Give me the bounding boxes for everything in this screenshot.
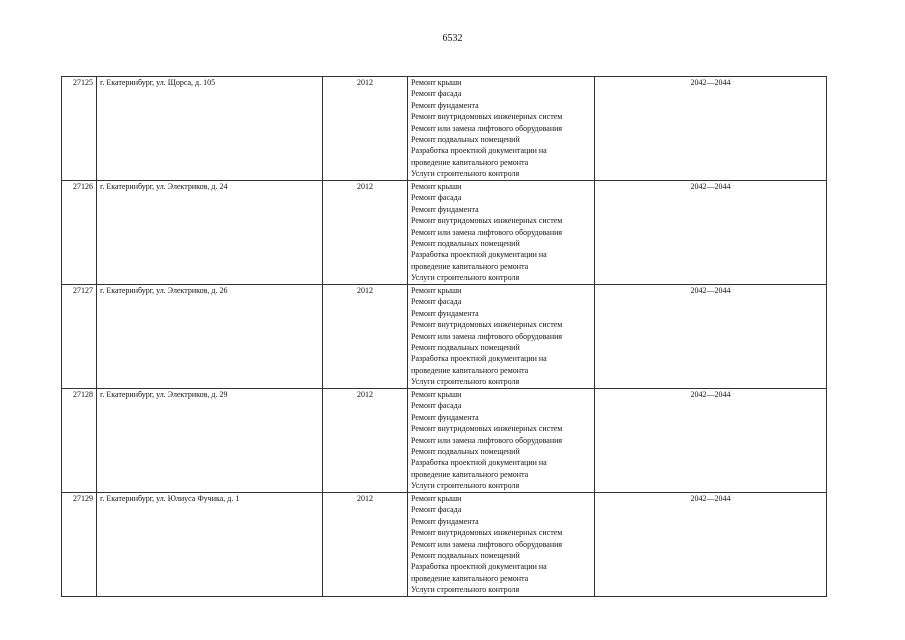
work-item: Ремонт или замена лифтового оборудования <box>411 123 563 133</box>
work-item: Ремонт внутридомовых инженерных систем <box>411 528 563 538</box>
row-address: г. Екатеринбург, ул. Электриков, д. 24 <box>97 181 323 285</box>
work-item: Ремонт подвальных помещений <box>411 135 520 145</box>
row-year: 2012 <box>323 77 408 181</box>
work-item: Разработка проектной документации на <box>411 250 547 260</box>
table-row <box>62 77 827 181</box>
work-item: Ремонт подвальных помещений <box>411 447 520 457</box>
work-item: Ремонт фундамента <box>411 516 479 526</box>
work-item: Ремонт внутридомовых инженерных систем <box>411 112 563 122</box>
work-item: Ремонт крыши <box>411 390 462 399</box>
work-item: Ремонт фундамента <box>411 100 479 110</box>
work-item: Услуги строительного контроля <box>411 377 520 387</box>
work-item: Разработка проектной документации на <box>411 146 547 156</box>
row-period: 2042—2044 <box>595 493 827 597</box>
row-works <box>408 389 595 493</box>
work-item: Ремонт или замена лифтового оборудования <box>411 435 563 445</box>
work-item: проведение капитального ремонта <box>411 261 529 271</box>
row-period: 2042—2044 <box>595 77 827 181</box>
work-item: Ремонт подвальных помещений <box>411 239 520 249</box>
work-item: Услуги строительного контроля <box>411 481 520 491</box>
work-item: проведение капитального ремонта <box>411 573 529 583</box>
work-item: Ремонт крыши <box>411 494 462 503</box>
table-row <box>62 493 827 597</box>
work-item: Разработка проектной документации на <box>411 354 547 364</box>
work-item: Услуги строительного контроля <box>411 273 520 283</box>
row-id: 27128 <box>62 389 97 493</box>
work-item: Ремонт внутридомовых инженерных систем <box>411 424 563 434</box>
work-item: Ремонт подвальных помещений <box>411 343 520 353</box>
row-id: 27125 <box>62 77 97 181</box>
work-item: Ремонт или замена лифтового оборудования <box>411 331 563 341</box>
row-id: 27129 <box>62 493 97 597</box>
work-item: Разработка проектной документации на <box>411 458 547 468</box>
repair-schedule-table <box>61 76 827 597</box>
row-period: 2042—2044 <box>595 181 827 285</box>
work-item: Ремонт фасада <box>411 505 462 515</box>
work-item: Ремонт фасада <box>411 401 462 411</box>
row-address: г. Екатеринбург, ул. Юлиуса Фучика, д. 1 <box>97 493 323 597</box>
row-works <box>408 181 595 285</box>
row-works <box>408 493 595 597</box>
row-year: 2012 <box>323 285 408 389</box>
work-item: Ремонт внутридомовых инженерных систем <box>411 216 563 226</box>
work-item: Ремонт или замена лифтового оборудования <box>411 227 563 237</box>
work-item: Разработка проектной документации на <box>411 562 547 572</box>
row-id: 27126 <box>62 181 97 285</box>
row-address: г. Екатеринбург, ул. Электриков, д. 29 <box>97 389 323 493</box>
table-row <box>62 285 827 389</box>
page-number: 6532 <box>442 33 463 44</box>
row-year: 2012 <box>323 389 408 493</box>
work-item: Услуги строительного контроля <box>411 169 520 179</box>
row-id: 27127 <box>62 285 97 389</box>
work-item: Ремонт фундамента <box>411 204 479 214</box>
work-item: Ремонт внутридомовых инженерных систем <box>411 320 563 330</box>
work-item: Ремонт фасада <box>411 89 462 99</box>
row-address: г. Екатеринбург, ул. Щорса, д. 105 <box>97 77 323 181</box>
work-item: проведение капитального ремонта <box>411 157 529 167</box>
row-works <box>408 77 595 181</box>
work-item: Ремонт или замена лифтового оборудования <box>411 539 563 549</box>
work-item: Ремонт крыши <box>411 286 462 295</box>
work-item: Ремонт крыши <box>411 182 462 191</box>
table-row <box>62 181 827 285</box>
row-period: 2042—2044 <box>595 285 827 389</box>
row-period: 2042—2044 <box>595 389 827 493</box>
work-item: Услуги строительного контроля <box>411 585 520 595</box>
row-year: 2012 <box>323 181 408 285</box>
row-works <box>408 285 595 389</box>
work-item: Ремонт фундамента <box>411 308 479 318</box>
row-year: 2012 <box>323 493 408 597</box>
work-item: Ремонт подвальных помещений <box>411 551 520 561</box>
row-address: г. Екатеринбург, ул. Электриков, д. 26 <box>97 285 323 389</box>
work-item: Ремонт фасада <box>411 193 462 203</box>
table-row <box>62 389 827 493</box>
work-item: проведение капитального ремонта <box>411 469 529 479</box>
work-item: Ремонт крыши <box>411 78 462 87</box>
work-item: Ремонт фасада <box>411 297 462 307</box>
work-item: Ремонт фундамента <box>411 412 479 422</box>
work-item: проведение капитального ремонта <box>411 365 529 375</box>
